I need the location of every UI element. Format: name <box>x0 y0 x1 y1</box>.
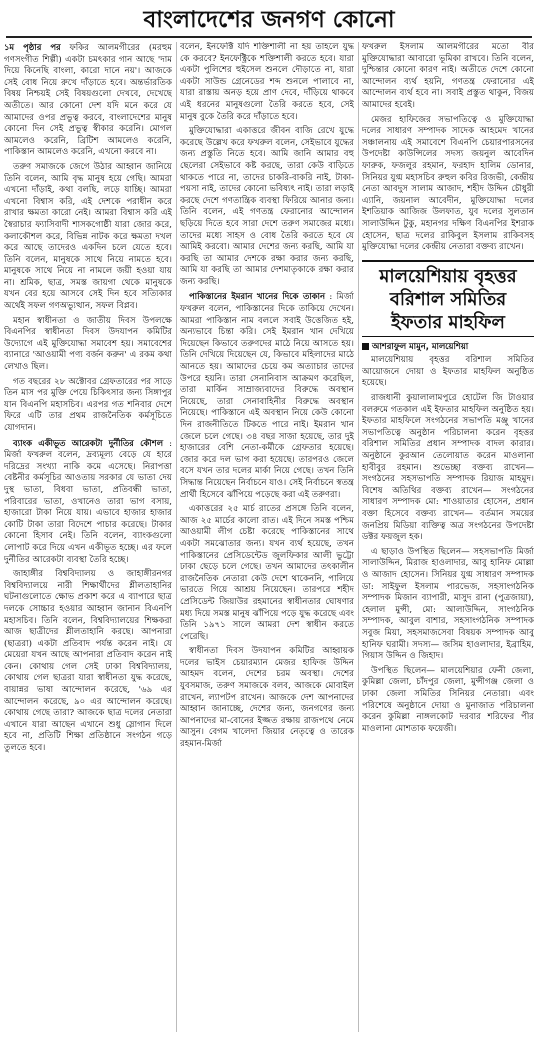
paragraph-text: ফকির আলমগীরের (মরহুম গণসংগীত শিল্পী) একটা চমৎকার গান আছে 'দাম দিয়ে কিনেছি বাংলা, কারো দানে নয়'। আজকে সেই বোধ নিয়ে রুখে দাঁড়াতে হবে। অন্তর্ভারতিক বিষয় নিশ্চয়ই সেই বিষয়গুলো দেখবে, দেখেছে অতীতে। আর কোনো দেশ যদি মনে করে যে আমাদের ওপর প্রভুত্ব করবে, বাংলাদেশের মানুষ কোনো দিন সেই প্রভুত্ব স্বীকার করেনি। মোগল আমলেও করেনি, ব্রিটিশ আমলেও করেনি, পাকিস্তান আমলেও করেনি, এখনো করবে না। <box>4 43 172 158</box>
byline-text: আশরাফুল মামুন, মালয়েশিয়া <box>372 340 469 351</box>
paragraph: উপস্থিত ছিলেন— মালয়েশিয়ার ফেনী জেলা, কুমিল্লা জেলা, চাঁদপুর জেলা, মুন্সীগঞ্জ জেলা ও ঢাকা জেলা সমিতির সিনিয়র নেতারা। এবং পরিশেষে অনুষ্ঠানে দোয়া ও মুনাজাত পরিচালনা করেন কুমিল্লা নাঙ্গলকোট দরবার শরিফের পীর মাওলানা মোশতাক ফয়েজী। <box>362 665 534 734</box>
paragraph: জাহাঙ্গীর বিশ্ববিদ্যালয় ও জাহাঙ্গীরনগর বিশ্ববিদ্যালয়ে নারী শিক্ষার্থীদের শ্লীলতাহানির ঘটনাগুলোতে ক্ষোভ প্রকাশ করে এ ব্যাপারে ছাত্র দলকে সোচ্চার হওয়ার আহ্বান জানান বিএনপি মহাসচিব। তিনি বলেন, বিশ্ববিদ্যালয়ের শিক্ষকরা আজ ছাত্রীদের শ্লীলতাহানি করছে। আপনারা (ছাত্ররা) একটা প্রতিবাদ পর্যন্ত করেন নাই। যে মেয়েরা যখন আছে আপনারা প্রতিবাদ করেন নাই কেন। কোথায় গেল সেই ঢাকা বিশ্ববিদ্যালয়, কোথায় গেল ছাত্ররা যারা স্বাধীনতা যুদ্ধ করেছে, বায়ান্নর ভাষা আন্দোলন করেছে, '৬৯ এর আন্দোলন করেছে, ৯০ এর আন্দোলন করেছে। কোথায় গেছে তারা? আজকে ছাত্র দলের নেতারা এখানে যারা আছেন এখানে শুধু স্লোগান দিলে হবে না, প্রতিটি শিক্ষা প্রতিষ্ঠানে সংগঠন গড়ে তুলতে হবে। <box>4 569 172 754</box>
paragraph: মেজর হাফিজের সভাপতিত্বে ও মুক্তিযোদ্ধা দলের সাধারণ সম্পাদক সাদেক আহমেদ খানের সঞ্চালনায় এই সমাবেশে বিএনপি চেয়ারপারসনের উপদেষ্টা কাউন্সিলের সদস্য জয়নুল আবেদিন ফারুক, ফজলুর রহমান, ফরহাদ হালিম ডোনার, সিনিয়র যুগ্ম মহাসচিব রুহুল কবির রিজভী, কেন্দ্রীয় নেতা আবদুস সালাম আজাদ, শহীদ উদ্দিন চৌধুরী এ্যানি, জয়নাল আবেদীন, মুক্তিযোদ্ধা দলের ইশতিয়াক আজিজ উলফাত, যুব দলের সুলতান সালাউদ্দিন টুকু, মহানগর দক্ষিণ বিএনপির ইশরাক হোসেন, ছাত্র দলের রাকিবুল ইসলাম রাকিবসহ মুক্তিযোদ্ধা দলের কেন্দ্রীয় নেতারা বক্তব্য রাখেন। <box>362 114 534 253</box>
column-divider <box>176 42 177 1032</box>
sub-heading: ব্যাংক একীভূত আরেকটা দুর্নীতির কৌশল <box>13 437 163 448</box>
paragraph: গত বছরের ২৮ অক্টোবর গ্রেফতারের পর সাড়ে তিন মাস পর মুক্তি পেয়ে চিকিৎসার জন্য সিঙ্গাপুর যান বিএনপি মহাসচিব। এরপর গত শনিবার দেশে ফিরে এটি তার প্রথম রাজনৈতিক কর্মসূচিতে যোগদান। <box>4 376 172 433</box>
paragraph: রাজধানী কুয়ালালামপুরে হোটেল জি টাওয়ার বলরুমে গতকাল এই ইফতার মাহফিল অনুষ্ঠিত হয়। ইফতার মাহফিলে সংগঠনের সভাপতি মঞ্জু খানের সভাপতিত্বে অনুষ্ঠান পরিচালনা করেন বৃহত্তর বরিশাল সমিতির প্রধান সম্পাদক বাদল কারার। অনুষ্ঠানে কুরআন তেলোয়াত করেন মাওলানা হাবীবুর রহমান। শুভেচ্ছা বক্তব্য রাখেন— সংগঠনের সহসভাপতি সম্পাদক রিয়াজ মাহমুদ। বিশেষ অতিথির বক্তব্য রাখেন— সংগঠনের সাধারণ সম্পাদক মো: শাওয়াতার হোসেন, প্রধান বক্তা হিসেবে বক্তব্য রাখেন— বর্তমান সময়ের জনপ্রিয় মিডিয়া ব্যক্তিত্ব অত্র সংগঠনের উপদেষ্টা ডক্টর ফয়জুল হক। <box>362 393 534 543</box>
column-2 <box>180 42 354 1032</box>
paragraph: মালয়েশিয়ায় বৃহত্তর বরিশাল সমিতির আয়োজনে দোয়া ও ইফতার মাহফিল অনুষ্ঠিত হয়েছে। <box>362 355 534 389</box>
paragraph <box>180 291 354 501</box>
column-3 <box>362 42 534 1032</box>
paragraph: তরুণ সমাজকে জেগে উঠার আহ্বান জানিয়ে তিনি বলেন, আমি বৃদ্ধ মানুষ হয়ে গেছি। আমরা এখনো দাঁড়াই, কথা বলছি, লড়ে যাচ্ছি। আমরা এখনো বিশ্বাস করি, এই দেশকে পরাধীন করে রাখার ক্ষমতা কারো নেই। আমরা বিশ্বাস করি এই স্বৈরাচার ফ্যাসিবাদী শাসকগোষ্ঠী যারা জোর করে, কলাকৌশল করে, বিভিন্ন নাটক করে ক্ষমতা দখল করে আছে তাদেরও একদিন চলে যেতে হবে। তিনি বলেন, মানুষকে সাথে নিয়ে নামতে হবে। মানুষকে সাথে নিয়ে না নামলে জয়ী হওয়া যায় না। শ্রমিক, ছাত্র, সমস্ত জায়গা থেকে মানুষকে যখন বের হয়ে আসবে সেই দিন হবে সত্যিকার অর্থেই সফল গণঅভ্যুত্থান, সফল বিপ্লব। <box>4 161 172 312</box>
paragraph: এ ছাড়াও উপস্থিত ছিলেন— সহসভাপতি মির্জা সালাউদ্দিন, মিরাজ হাওলাদার, আবু হানিফ মোল্লা ও আজাদ হোসেন। সিনিয়র যুগ্ম সাধারণ সম্পাদক ডা: সাইফুল ইসলাম পারভেজ, সহসাংগঠনিক সম্পাদক মিজান ব্যাপারী, মাসুদ রানা (পুত্রজায়া), হেলাল মুন্সী, মো: আলাউদ্দিন, সাংগঠনিক সম্পাদক, আবুল বাশার, সহসাংগঠনিক সম্পাদক সবুজ মিয়া, সহসমাজসেবা বিষয়ক সম্পাদক আবু হানিফ ঘরামী। সদস্য— জসিম হাওলাদার, ইব্রাহিম, গিয়াস উদ্দিন ও জিহাদ। <box>362 546 534 662</box>
headline: বাংলাদেশের জনগণ কোনো <box>6 4 532 38</box>
news-box-header <box>362 260 534 337</box>
paragraph: একাত্তরের ২৫ মার্চ রাতের প্রসঙ্গে তিনি বলেন, আজ ২৫ মার্চের কালো রাত। এই দিনে সমস্ত পশ্চিম আওয়ামী লীগ চেষ্টা করেছে পাকিস্তানের সাথে একটা সমঝোতার জন্য। যখন ব্যর্থ হয়েছে, তখন পাকিস্তানের প্রেসিডেন্টেড জুলফিকার আলী ভুট্টো ঢাকা ছেড়ে চলে গেছে। তখন আমাদের তৎকালীন রাজনৈতিক নেতারা কেউ দেশে থাকেননি, পালিয়ে ভারতে গিয়ে আশ্রয় নিয়েছেন। তারপরে শহীদ প্রেসিডেন্ট জিয়াউর রহমানের স্বাধীনতার ঘোষণার মধ্য দিয়ে সমস্ত মানুষ ঝাঁপিয়ে পড়ে যুদ্ধ করেছে এবং তিনি ১৯৭১ সালে আমরা দেশ স্বাধীন করতে পেরেছি। <box>180 504 354 642</box>
byline <box>362 341 534 353</box>
continued-label: ১ম পৃষ্ঠার পর <box>4 42 61 52</box>
paragraph: মহান স্বাধীনতা ও জাতীয় দিবস উপলক্ষে বিএনপির স্বাধীনতা দিবস উদযাপন কমিটির উদ্যোগে এই মুক্তিযোদ্ধা সমাবেশ হয়। সমাবেশের ব্যানারে 'আওয়ামী পণ্য বর্জন করুন' এ রকম কথা লেখাও ছিল। <box>4 315 172 373</box>
square-bullet-icon <box>362 343 369 350</box>
column-divider <box>358 42 359 1032</box>
paragraph <box>4 42 172 159</box>
paragraph-text: : মির্জা ফখরুল বলেন, দ্রব্যমূল্য বেড়ে যে হারে দরিদ্রের সংখ্যা নাকি কমে এসেছে। নিরাপত্তা বেষ্টনীর কর্মসূচির আওতায় সরকার যে ভাতা দেয় দুস্থ ভাতা, বিধবা ভাতা, প্রতিবন্ধী ভাতা, পরিবারের ভাতা, ওখানেও তারা ভাগ বসায়, হাজারো টাকা নিয়ে যায়। এভাবে হাজার হাজার কোটি টাকা তারা বিদেশে পাচার করেছে। টাকার কোনো হিসাব নেই। তিনি বলেন, ব্যাংকগুলো লোপাট করে দিয়ে এখন একীভূত হচ্ছে। এর ফলে দুর্নীতির আরেকটা ব্যবস্থা তৈরি হচ্ছে। <box>4 438 172 565</box>
paragraph: বলেন, ইনফেক্টি যদি শক্তিশালী না হয় তাহলে যুদ্ধ কে করবে? ইনফেক্ট্রিকে শক্তিশালী করতে হবে। যারা একটা পুলিশের হুইসেল শুনলে দৌড়াতে না, যারা একটা সাউন্ড গ্রেনেডের শব্দ শুনলে পালাবে না, যারা রাস্তায় অনড় হয়ে প্রাণ দেবে, দাঁড়িয়ে থাকবে এই ধরনের মানুষগুলো তৈরি করতে হবে, সেই মানুষ বুকে তৈরি করে দাঁড়াতে হবে। <box>180 42 354 122</box>
paragraph: মুক্তিযোদ্ধারা একাত্তরে জীবন বাজি রেখে যুদ্ধে করেছে উল্লেখ করে ফখরুল বলেন, সেইভাবে যুদ্ধের জন্য প্রস্তুতি নিতে হবে। আমি জানি আমার বহু ছেলেরা সেইভাবে কষ্ট করছে, তারা কেউ বাড়িতে থাকতে পারে না, তাদের চাকরি-বাকরি নাই, টাকা-পয়সা নাই, তাদের কোনো ভবিষ্যৎ নাই। তারা লড়াই করছে দেশে গণতান্ত্রিক ব্যবস্থা ফিরিয়ে আনার জন্য। তিনি বলেন, এই গণতন্ত্র ফেরানোর আন্দোলন ছড়িয়ে দিতে হবে সারা দেশে তরুণ সমাজের মধ্যে। তাদের মধ্যে সাহস ও বোধ তৈরি করতে হবে যে আমিই করবো। আমার দেশের জন্য করছি, আমি যা করছি তা আমার দেশকে রক্ষা করার জন্য করছি, আমি যা করছি তা আমার দেশমাতৃকাকে রক্ষা করার জন্য করছি। <box>180 126 354 287</box>
box-title: মালয়েশিয়ায় বৃহত্তর বরিশাল সমিতির ইফতার মাহফিল <box>379 265 517 333</box>
paragraph <box>4 438 172 567</box>
sub-heading: পাকিস্তানের ইমরান খানের দিকে তাকান <box>189 291 325 302</box>
column-1 <box>4 42 172 1032</box>
paragraph: স্বাধীনতা দিবস উদযাপন কমিটির আহ্বায়ক দলের ভাইস চেয়ারম্যান মেজর হাফিজ উদ্দিন আহমদ বলেন, দেশের চরম অবস্থা। দেশের যুবসমাজ, তরুণ সমাজকে বলব, আজকে মোবাইল রাখেন, ল্যাপটপ রাখেন। আজকে দেশ আপনাদের আহ্বান জানাচ্ছে, দেশের জন্য, জনগণের জন্য আপনাদের মা-বোনের ইজ্জত রক্ষায় রাজপথে নেমে আসুন। বেগম খালেদা জিয়ার নেতৃত্বে ও তারেক রহমান-মির্জা <box>180 646 354 750</box>
paragraph: ফখরুল ইসলাম আলমগীরের মতো বীর মুক্তিযোদ্ধারা আবারো ভূমিকা রাখবে। তিনি বলেন, দুশ্চিন্তার কোনো কারণ নাই। অতীতে দেশে কোনো আন্দোলন ব্যর্থ হয়নি, গণতন্ত্র ফেরানোর এই আন্দোলন ব্যর্থ হবে না। সবাই প্রস্তুত থাকুন, বিজয় আমাদের হবেই। <box>362 42 534 110</box>
paragraph-text: : মির্জা ফখরুল বলেন, পাকিস্তানের দিকে তাকিয়ে দেখেন। আমরা পাকিস্তান নাম বললে সবাই উত্তেজিত হই, অন্যভাবে চিন্তা করি। সেই ইমরান খান দেখিয়ে দিয়েছেন কিভাবে তরুণদের মাঠে নিয়ে আসতে হয়। তিনি দেখিয়ে দিয়েছেন যে, কিভাবে মহিলাদের মাঠে আনতে হয়। আমাদের চেয়ে কম অত্যাচার তাদের উপরে হয়নি। তারা সেনানিবাস আক্রমণ করেছিল, তারা মার্কিন সাম্রাজ্যবাদের বিরুদ্ধে অবস্থান নিয়েছে, তারা সেনাবাহিনীর বিরুদ্ধে অবস্থান নিয়েছে। পাকিস্তানে এই অবস্থান নিয়ে কেউ কোনো দিন রাজনীতিতে টিকতে পারে নাই। ইমরান খান জেলে চলে গেছে। ৩৪ বছর সাজা হয়েছে, তার দুই হাজারের বেশি নেতা-কর্মীকে গ্রেফতার হয়েছে। জোর করে দল ভাগ করা হয়েছে। তারপরও জেলে বসে যখন তার দলের মার্কা নিয়ে গেছে। তখন তিনি সিদ্ধান্ত নিয়েছেন নির্বাচনে যাও। সেই নির্বাচনে স্বতন্ত্র প্রার্থী হিসেবে ঝাঁপিয়ে পড়েছে করা এই তরুণরা। <box>180 292 354 500</box>
